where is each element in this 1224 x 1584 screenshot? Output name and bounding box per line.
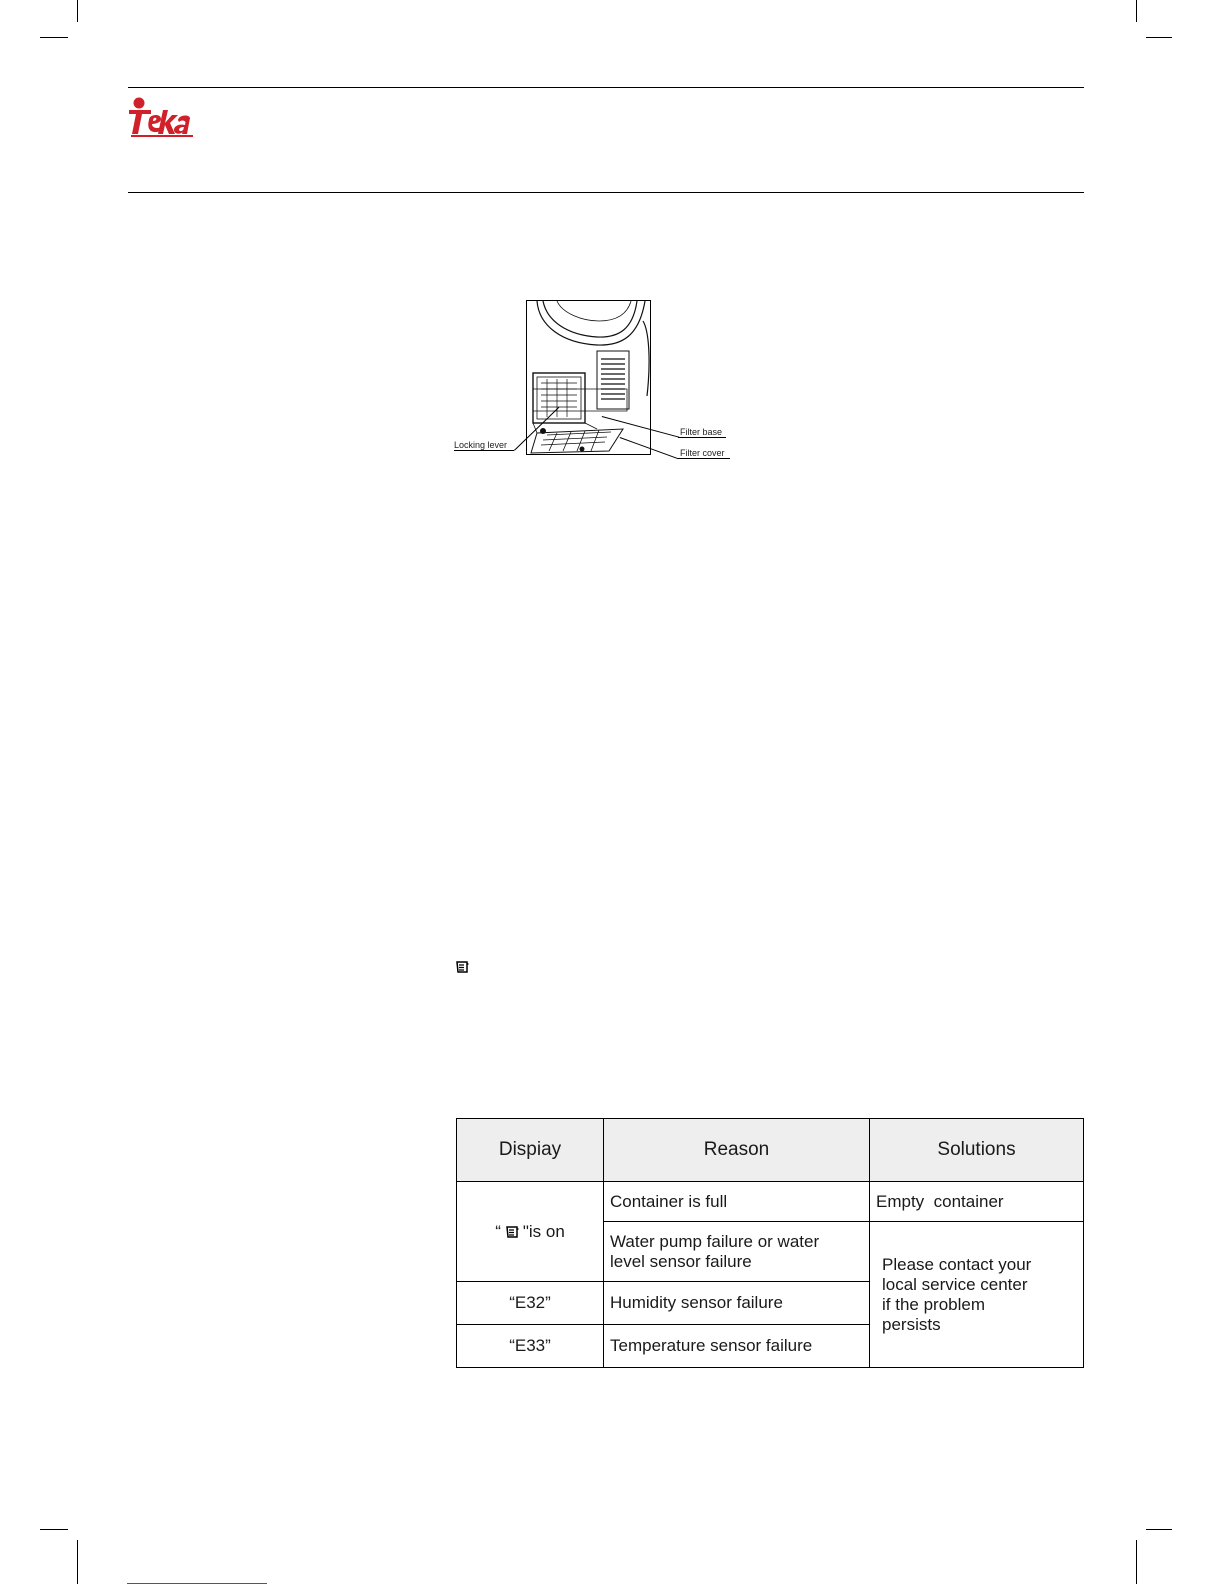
callout-filter-base: Filter base bbox=[680, 427, 723, 437]
reason-humidity-sensor: Humidity sensor failure bbox=[604, 1282, 870, 1325]
display-e32: “E32” bbox=[457, 1282, 604, 1325]
reason-temperature-sensor: Temperature sensor failure bbox=[604, 1325, 870, 1368]
table-header-solutions: Solutions bbox=[870, 1119, 1084, 1182]
display-suffix: "is on bbox=[522, 1221, 565, 1241]
crop-mark bbox=[1146, 37, 1172, 38]
display-e33: “E33” bbox=[457, 1325, 604, 1368]
header-top-rule bbox=[128, 87, 1084, 88]
solution-line: local service center bbox=[882, 1274, 1028, 1294]
crop-mark bbox=[1136, 0, 1137, 22]
water-tank-icon bbox=[455, 960, 469, 974]
filter-illustration bbox=[526, 300, 651, 455]
display-container-cell bbox=[457, 1182, 604, 1282]
error-code-table bbox=[456, 1118, 1084, 1368]
reason-pump-failure bbox=[604, 1222, 870, 1282]
water-tank-icon bbox=[505, 1225, 519, 1239]
callout-filter-cover: Filter cover bbox=[680, 448, 725, 458]
reason-container-full: Container is full bbox=[604, 1182, 870, 1222]
crop-mark bbox=[77, 1540, 78, 1584]
crop-mark bbox=[77, 0, 78, 22]
reason-line: level sensor failure bbox=[610, 1251, 752, 1271]
display-prefix: “ bbox=[495, 1221, 501, 1241]
crop-mark bbox=[1146, 1529, 1172, 1530]
reason-line: Water pump failure or water bbox=[610, 1231, 820, 1251]
table-header-display: Dispiay bbox=[457, 1119, 604, 1182]
solution-line: persists bbox=[882, 1314, 941, 1334]
teka-logo bbox=[127, 96, 195, 138]
solution-contact-service bbox=[870, 1222, 1084, 1368]
callout-underline bbox=[678, 458, 730, 459]
solution-line: Please contact your bbox=[882, 1254, 1032, 1274]
crop-mark bbox=[40, 1529, 68, 1530]
callout-locking-lever: Locking lever bbox=[454, 440, 508, 450]
header-bottom-rule bbox=[128, 192, 1084, 193]
dryer-diagram bbox=[527, 301, 651, 455]
crop-mark bbox=[1136, 1540, 1137, 1584]
solution-empty-container: Empty container bbox=[870, 1182, 1084, 1222]
callout-underline bbox=[454, 450, 514, 451]
table-header-reason: Reason bbox=[604, 1119, 870, 1182]
callout-underline bbox=[678, 437, 726, 438]
crop-mark bbox=[40, 37, 68, 38]
solution-line: if the problem bbox=[882, 1294, 985, 1314]
